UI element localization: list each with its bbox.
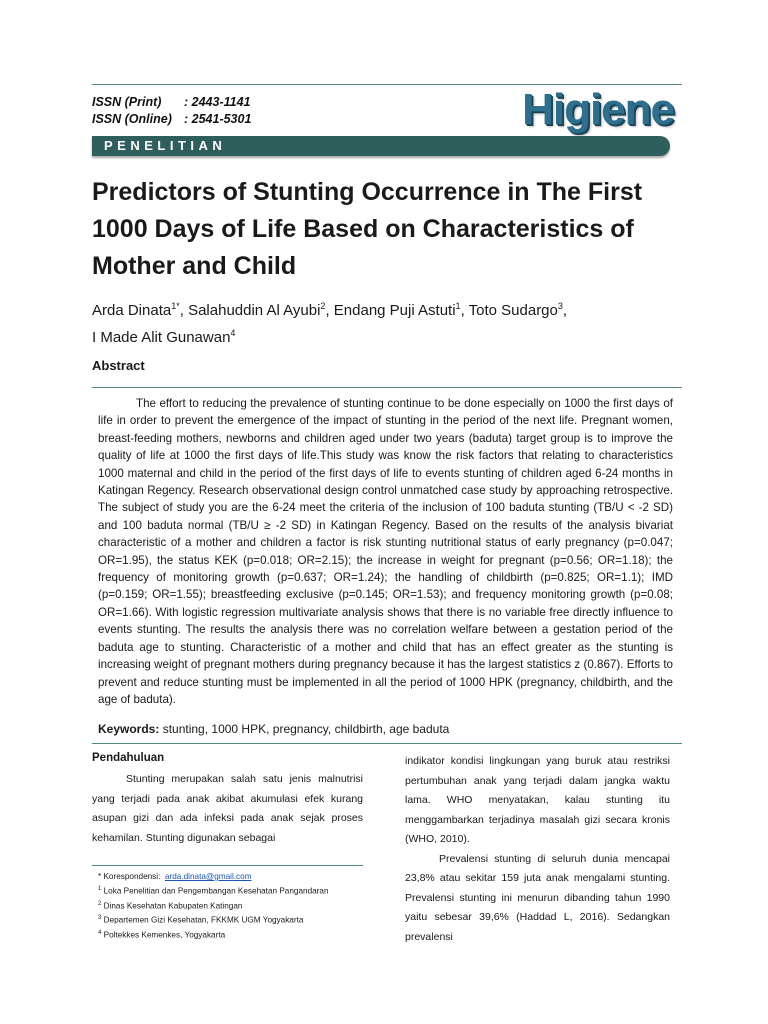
correspondence-email-link[interactable]: arda.dinata@gmail.com bbox=[164, 872, 252, 881]
correspondence-line bbox=[98, 871, 363, 883]
affiliation-item bbox=[98, 898, 363, 913]
author-affiliation-marker: 1 bbox=[455, 301, 461, 311]
right-column bbox=[405, 752, 670, 947]
keywords-rule bbox=[92, 743, 682, 744]
author-list: Arda Dinata$^{1*}$, Salahuddin Al Ayubi$^2$, Endang Puji Astuti$^1$, Toto Sudargo$^3$, I Made Alit Gunawan$^4$ bbox=[92, 301, 568, 346]
author-affiliation-marker: 3 bbox=[557, 301, 563, 311]
issn-block bbox=[92, 94, 251, 128]
affiliation-marker: 1 bbox=[98, 886, 102, 892]
left-column bbox=[92, 770, 363, 848]
author-name: Endang Puji Astuti bbox=[333, 302, 456, 319]
author-name: Arda Dinata bbox=[92, 302, 172, 319]
affiliation-item bbox=[98, 927, 363, 942]
author-affiliation-marker: 1* bbox=[171, 301, 180, 311]
affiliation-item bbox=[98, 883, 363, 898]
issn-print-value: : 2443-1141 bbox=[184, 95, 251, 109]
journal-logo: Higiene bbox=[522, 85, 674, 134]
author-affiliation-marker: 2 bbox=[320, 301, 326, 311]
affiliation-marker: 4 bbox=[98, 930, 102, 937]
author-name: Salahuddin Al Ayubi bbox=[188, 302, 321, 319]
right-paragraph-continued: indikator kondisi lingkungan yang buruk atau restriksi pertumbuhan anak yang terjadi dalam jangka waktu lama. WHO menyatakan, kalau stunting itu menggambarkan terjadinya masalah gizi secara kronis (WHO, 2010). bbox=[405, 755, 670, 845]
left-paragraph: Stunting merupakan salah satu jenis malnutrisi yang terjadi pada anak akibat akumulasi efek kurang asupan gizi dan ada infeksi pada anak sejak proses kehamilan. Stunting digunakan sebagai bbox=[92, 773, 363, 844]
author-name: Toto Sudargo bbox=[468, 302, 558, 319]
issn-online-value: : 2541-5301 bbox=[184, 112, 252, 126]
issn-print-row bbox=[92, 94, 251, 111]
affiliation-text: Loka Penelitian dan Pengembangan Kesehatan Pangandaran bbox=[103, 886, 329, 896]
keywords-label: Keywords: bbox=[98, 722, 160, 736]
author-name: I Made Alit Gunawan bbox=[92, 329, 231, 346]
correspondence-label: * Korespondensi: bbox=[98, 872, 161, 881]
footnote-rule bbox=[92, 865, 363, 866]
author-affiliation-marker: 4 bbox=[230, 328, 236, 338]
issn-online-label: ISSN (Online) bbox=[92, 112, 172, 126]
affiliation-text: Departemen Gizi Kesehatan, FKKMK UGM Yogyakarta bbox=[103, 916, 304, 926]
section-banner-label: PENELITIAN bbox=[104, 138, 227, 153]
section-banner bbox=[92, 136, 670, 156]
affiliation-text: Dinas Kesehatan Kabupaten Katingan bbox=[103, 901, 243, 911]
affiliation-marker: 3 bbox=[98, 915, 102, 922]
abstract-heading: Abstract bbox=[92, 358, 145, 373]
affiliation-text: Poltekkes Kemenkes, Yogyakarta bbox=[103, 930, 226, 940]
issn-online-row bbox=[92, 111, 251, 128]
section-heading-pendahuluan: Pendahuluan bbox=[92, 752, 165, 764]
affiliation-marker: 2 bbox=[98, 900, 102, 907]
keywords-line bbox=[98, 722, 449, 736]
keywords-text: stunting, 1000 HPK, pregnancy, childbirth, age baduta bbox=[162, 722, 450, 736]
affiliation-item bbox=[98, 912, 363, 927]
paper-title: Predictors of Stunting Occurrence in The First 1000 Days of Life Based on Characteristics of Mother and Child bbox=[92, 178, 643, 280]
abstract-text: The effort to reducing the prevalence of stunting continue to be done especially on 1000 the first days of life in order to prevent the emergence of the impact of stunting in the period of the next life. Pregnant women, breast-feeding mothers, newborns and children aged under two years (baduta) target group is to improve the quality of life at 1000 the first days of life.This study was know the risk factors that relating to characteristics 1000 maternal and child in the period of the first days of life to events stunting of children aged 6-24 months in Katingan Regency. Research observational design control unmatched case study by approaching retrospective. The subject of study you are the 6-24 meet the criteria of the inclusion of 100 baduta stunting (TB/U < -2 SD) and 100 baduta normal (TB/U ≥ -2 SD) in Katingan Regency. Based on the results of the analysis bivariat characteristic of a mother and children a factor is risk stunting nutritional status of early pregnancy (p=0.047; OR=1.95), the status KEK (p=0.018; OR=2.15); the increase in weight for pregnant (p=0.56; OR=1.18); the frequency of monitoring growth (p=0.637; OR=1.24); the handling of childbirth (p=0.825; OR=1.1); IMD (p=0.159; OR=1.55); breastfeeding exclusive (p=0.145; OR=1.53); and frequency monitoring growth (p=0.08; OR=1.66). With logistic regression multivariate analysis shows that there is no variable free directly influence to events stunting. The results the analysis there was no correlation welfare between a gestation period of the baduta age to stunting. Characteristic of a mother and child that has an effect greater as the stunting is increasing weight of pregnant mothers during pregnancy because it has the largest statistics z (0.867). Efforts to prevent and reduce stunting must be implemented in all the period of 1000 HPK (pregnancy, childbirth, and the age of baduta). bbox=[98, 397, 673, 706]
abstract-rule-top bbox=[92, 387, 682, 388]
issn-print-label: ISSN (Print) bbox=[92, 95, 162, 109]
footnotes bbox=[98, 871, 363, 942]
right-paragraph: Prevalensi stunting di seluruh dunia mencapai 23,8% atau sekitar 159 juta anak mengalami stunting. Prevalensi stunting ini menurun dibanding tahun 1990 yaitu sebesar 39,6% (Haddad L, 2016). Sedangkan prevalensi bbox=[405, 852, 670, 943]
